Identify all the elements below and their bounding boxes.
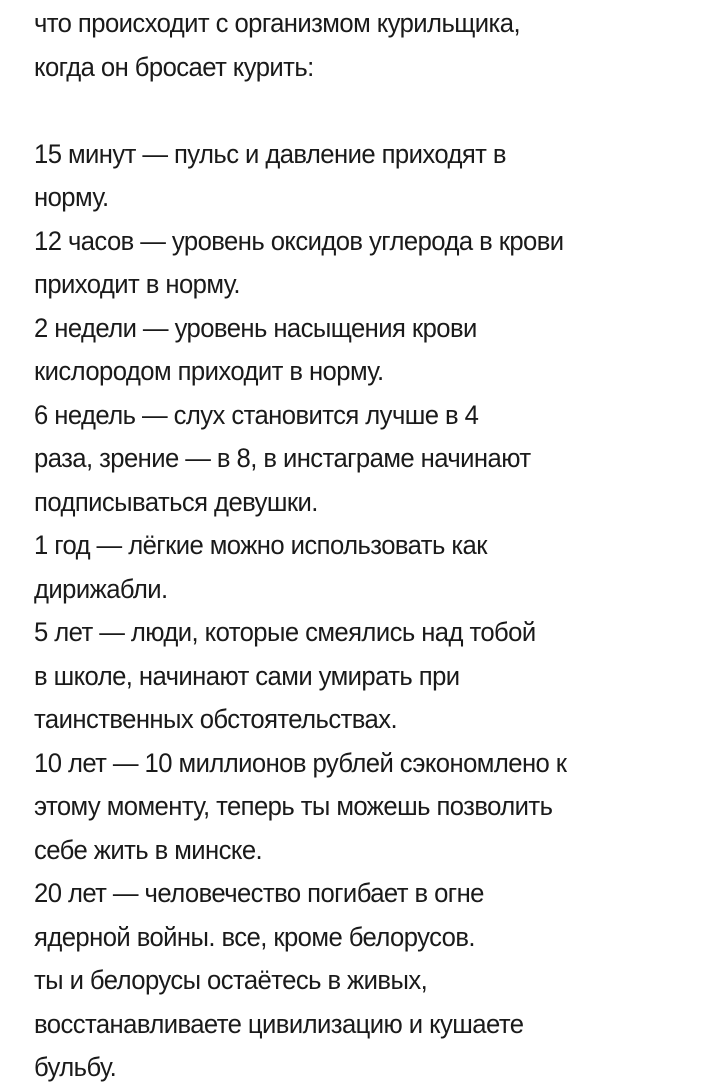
- body-line: восстанавливаете цивилизацию и кушаете: [34, 1008, 524, 1039]
- body-line: в школе, начинают сами умирать при: [34, 660, 460, 691]
- intro-line: когда он бросает курить:: [34, 51, 314, 82]
- body-line: подписываться девушки.: [34, 486, 318, 517]
- body-line: 6 недель — слух становится лучше в 4: [34, 399, 479, 430]
- body-line: ты и белорусы остаётесь в живых,: [34, 965, 428, 995]
- post-text: [34, 0, 676, 1090]
- body-line: 15 минут — пульс и давление приходят в: [34, 138, 506, 169]
- body-line: 20 лет — человечество погибает в огне: [34, 878, 484, 908]
- body-line: 10 лет — 10 миллионов рублей сэкономлено к: [34, 747, 567, 778]
- paragraph-gap: [34, 89, 676, 133]
- body-line: дирижабли.: [34, 573, 168, 604]
- intro-line: что происходит с организмом курильщика,: [34, 8, 520, 38]
- body-line: этому моменту, теперь ты можешь позволить: [34, 791, 553, 821]
- body-line: 1 год — лёгкие можно использовать как: [34, 530, 487, 560]
- body-line: бульбу.: [34, 1052, 117, 1082]
- body-line: раза, зрение — в 8, в инстаграме начинают: [34, 443, 531, 473]
- body-line: таинственных обстоятельствах.: [34, 704, 398, 734]
- body-line: норму.: [34, 182, 109, 212]
- body-line: кислородом приходит в норму.: [34, 356, 384, 386]
- body-line: 12 часов — уровень оксидов углерода в крови: [34, 225, 564, 256]
- body-line: приходит в норму.: [34, 269, 240, 299]
- body-line: 2 недели — уровень насыщения крови: [34, 312, 477, 343]
- body-line: себе жить в минске.: [34, 834, 263, 865]
- body-line: ядерной войны. все, кроме белорусов.: [34, 921, 475, 952]
- body-line: 5 лет — люди, которые смеялись над тобой: [34, 617, 536, 647]
